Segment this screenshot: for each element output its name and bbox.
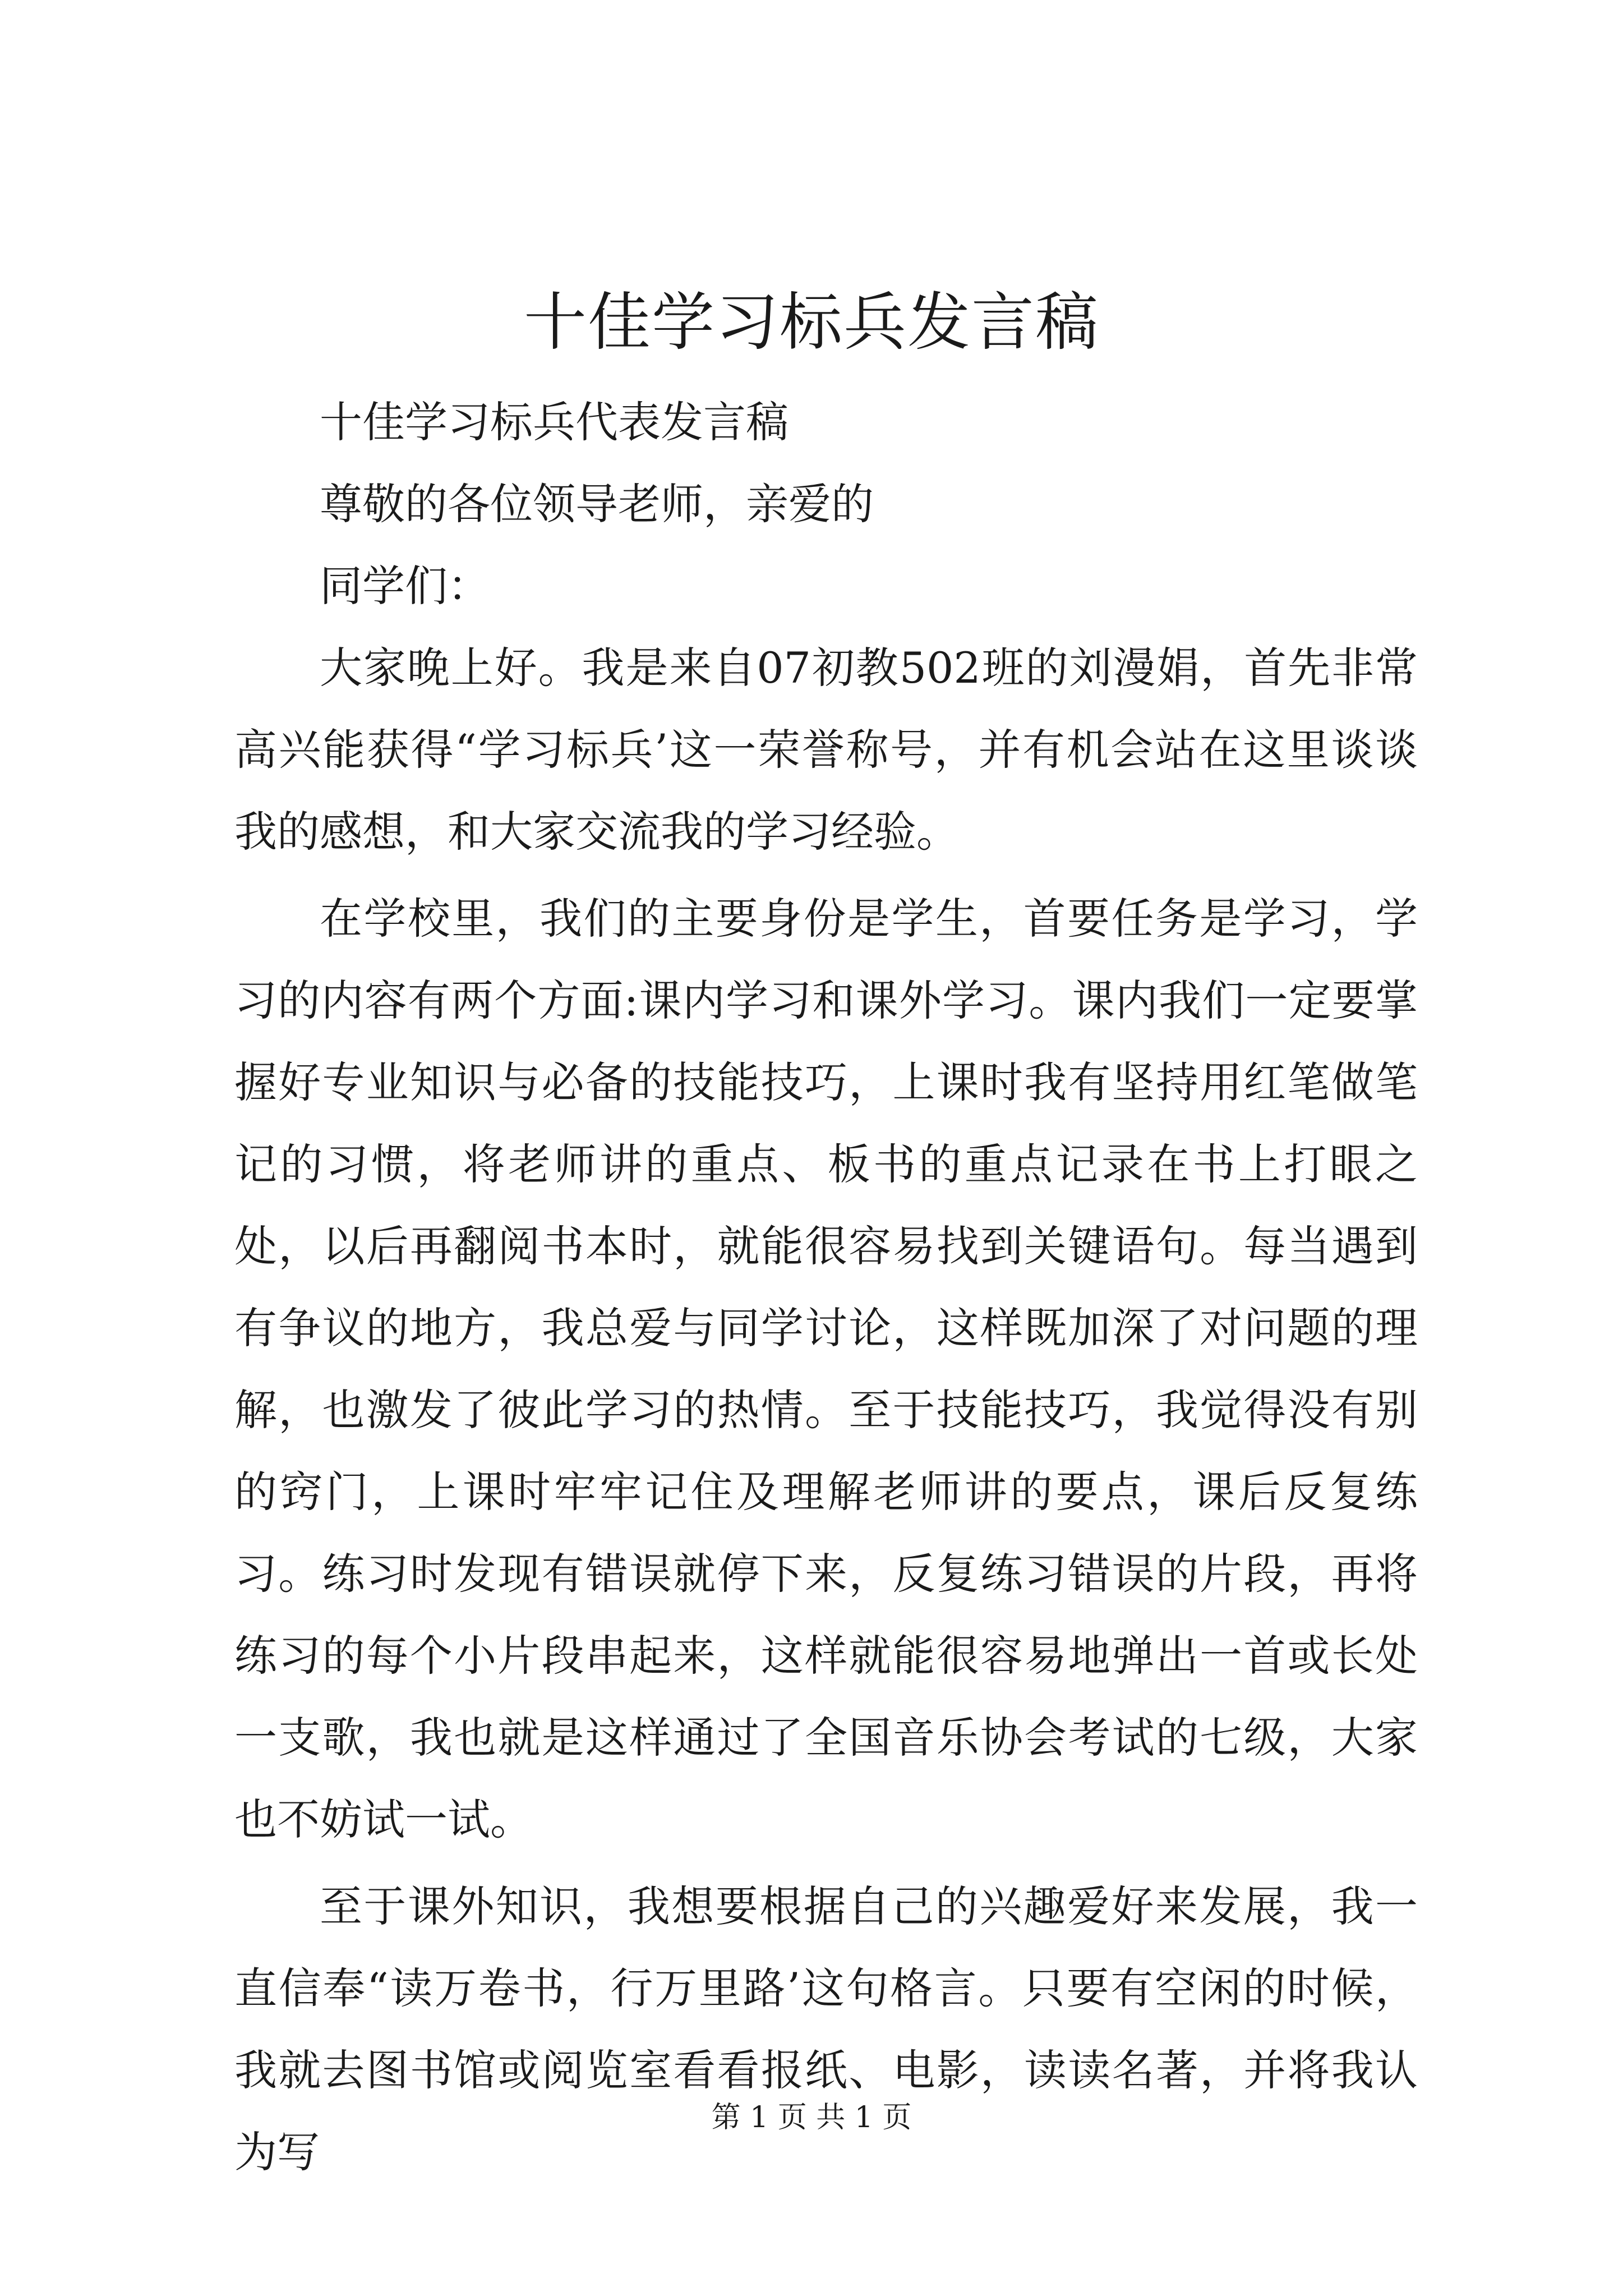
paragraph-salutation: 尊敬的各位领导老师，亲爱的 <box>320 479 874 529</box>
page-footer: 第 1 页 共 1 页 <box>711 2101 912 2134</box>
paragraph-greeting: 大家晚上好。我是来自07初教502班的刘漫娟，首先非常高兴能获得“学习标兵’这一荣誉称号，并有机会站在这里谈谈我的感想，和大家交流我的学习经验。 <box>234 643 1418 857</box>
document-title: 十佳学习标兵发言稿 <box>524 286 1099 359</box>
paragraph-extracurricular: 至于课外知识，我想要根据自己的兴趣爱好来发展，我一直信奉“读万卷书，行万里路’这句格言。只要有空闲的时候，我就去图书馆或阅览室看看报纸、电影，读读名著，并将我认为写 <box>234 1881 1418 2177</box>
paragraph-subtitle: 十佳学习标兵代表发言稿 <box>320 397 789 447</box>
document-body <box>234 381 1418 2193</box>
paragraph-in-class-study: 在学校里，我们的主要身份是学生，首要任务是学习，学习的内容有两个方面:课内学习和课外学习。课内我们一定要掌握好专业知识与必备的技能技巧，上课时我有坚持用红笔做笔记的习惯，将老师讲的重点、板书的重点记录在书上打眼之处，以后再翻阅书本时，就能很容易找到关键语句。每当遇到有争议的地方，我总爱与同学讨论，这样既加深了对问题的理解，也激发了彼此学习的热情。至于技能技巧，我觉得没有别的窍门，上课时牢牢记住及理解老师讲的要点，课后反复练习。练习时发现有错误就停下来，反复练习错误的片段，再将练习的每个小片段串起来，这样就能很容易地弹出一首或长处一支歌，我也就是这样通过了全国音乐协会考试的七级，大家也不妨试一试。 <box>234 894 1418 1844</box>
paragraph-salutation-cont: 同学们： <box>320 561 490 611</box>
